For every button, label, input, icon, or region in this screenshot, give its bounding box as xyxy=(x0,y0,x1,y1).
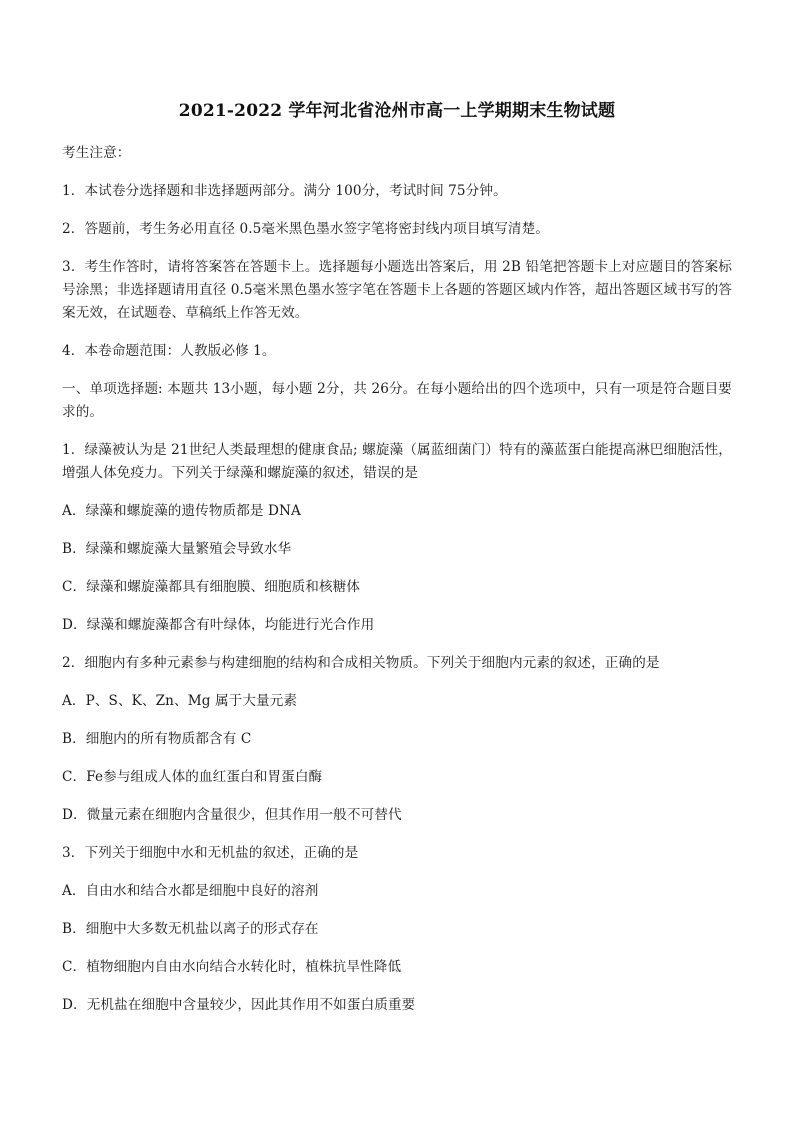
question-1-option-c: C．绿藻和螺旋藻都具有细胞膜、细胞质和核糖体 xyxy=(62,579,361,595)
notice-heading: 考生注意： xyxy=(62,145,131,161)
exam-content xyxy=(62,142,732,1032)
section-heading: 一、单项选择题: 本题共 13小题，每小题 2分，共 26分。在每小题给出的四个选项中，只有一项是符合题目要求的。 xyxy=(62,381,732,420)
question-1-option-a: A．绿藻和螺旋藻的遗传物质都是 DNA xyxy=(62,503,301,519)
question-2-option-b: B．细胞内的所有物质都含有 C xyxy=(62,731,252,747)
note-1: 1．本试卷分选择题和非选择题两部分。满分 100分，考试时间 75分钟。 xyxy=(62,183,507,199)
question-1-option-b: B．绿藻和螺旋藻大量繁殖会导致水华 xyxy=(62,541,292,557)
exam-title: 2021-2022 学年河北省沧州市高一上学期期末生物试题 xyxy=(178,101,616,121)
question-2-option-c: C．Fe参与组成人体的血红蛋白和胃蛋白酶 xyxy=(62,769,323,785)
question-3-option-a: A．自由水和结合水都是细胞中良好的溶剂 xyxy=(62,883,319,899)
question-1-option-d: D．绿藻和螺旋藻都含有叶绿体，均能进行光合作用 xyxy=(62,617,375,633)
question-3-option-b: B．细胞中大多数无机盐以离子的形式存在 xyxy=(62,921,319,937)
question-3-option-c: C．植物细胞内自由水向结合水转化时，植株抗旱性降低 xyxy=(62,959,402,975)
question-2-option-d: D．微量元素在细胞内含量很少，但其作用一般不可替代 xyxy=(62,807,402,823)
question-3-stem: 3．下列关于细胞中水和无机盐的叙述，正确的是 xyxy=(62,845,359,861)
question-1-stem: 1．绿藻被认为是 21世纪人类最理想的健康食品; 螺旋藻（属蓝细菌门）特有的藻蓝蛋白能提高淋巴细胞活性，增强人体免疫力。下列关于绿藻和螺旋藻的叙述，错误的是 xyxy=(62,442,732,481)
note-3: 3．考生作答时，请将答案答在答题卡上。选择题每小题选出答案后，用 2B 铅笔把答题卡上对应题目的答案标号涂黑；非选择题请用直径 0.5毫米黑色墨水签字笔在答题卡上各题的答题区域内作答，超出答题区域书写的答案无效，在试题卷、草稿纸上作答无效。 xyxy=(62,259,732,321)
note-4: 4．本卷命题范围：人教版必修 1。 xyxy=(62,343,276,359)
question-3-option-d: D．无机盐在细胞中含量较少，因此其作用不如蛋白质重要 xyxy=(62,997,416,1013)
question-2-stem: 2．细胞内有多种元素参与构建细胞的结构和合成相关物质。下列关于细胞内元素的叙述，正确的是 xyxy=(62,655,660,671)
question-2-option-a: A．P、S、K、Zn、Mg 属于大量元素 xyxy=(62,693,298,709)
note-2: 2．答题前，考生务必用直径 0.5毫米黑色墨水签字笔将密封线内项目填写清楚。 xyxy=(62,221,549,237)
